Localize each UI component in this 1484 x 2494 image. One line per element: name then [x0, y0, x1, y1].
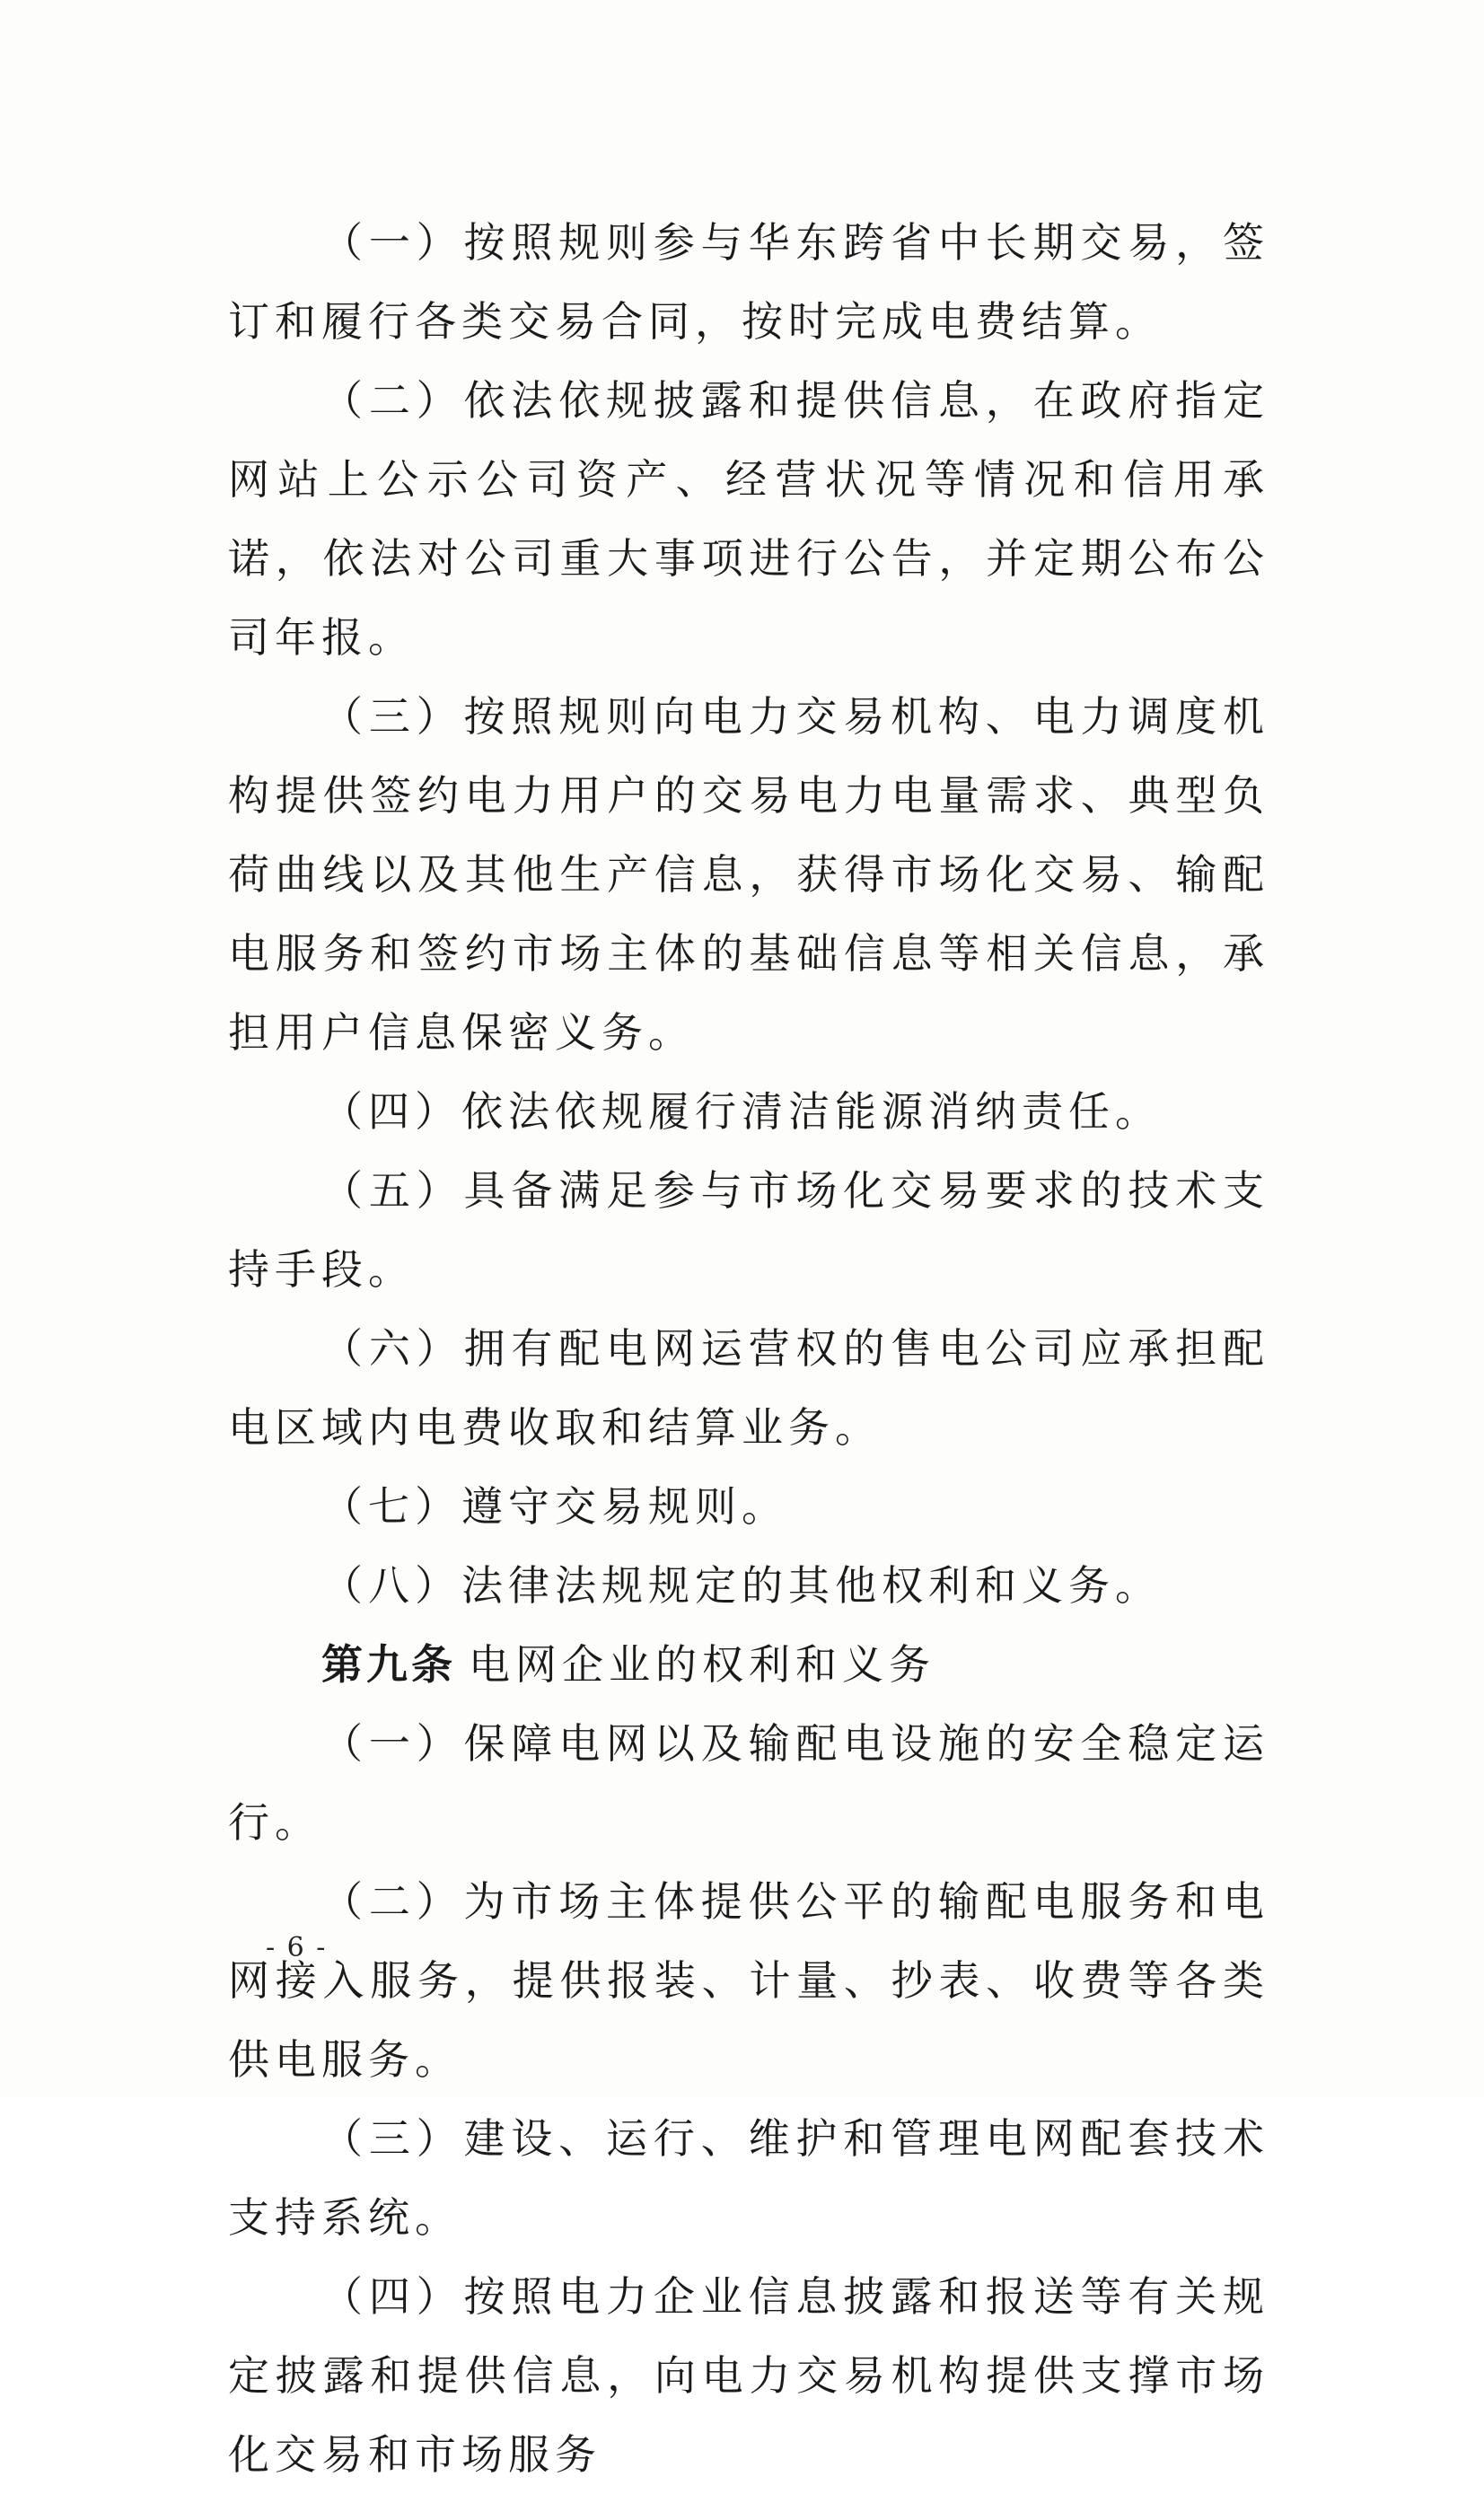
paragraph-12: （三）建设、运行、维护和管理电网配套技术支持系统。: [228, 2114, 1269, 2242]
article-title: 电网企业的权利和义务: [469, 1640, 935, 1689]
paragraph-1: （一）按照规则参与华东跨省中长期交易，签订和履行各类交易合同，按时完成电费结算。: [228, 218, 1269, 346]
article-heading-paragraph: [228, 1625, 1269, 1704]
paragraph-7: （七）遵守交易规则。: [321, 1482, 788, 1531]
page-number: - 6 -: [266, 1932, 328, 1963]
paragraph-4: （四）依法依规履行清洁能源消纳责任。: [321, 1087, 1162, 1136]
paragraph-13: （四）按照电力企业信息披露和报送等有关规定披露和提供信息，向电力交易机构提供支撑市场化交易和市场服务: [228, 2272, 1269, 2479]
paragraph-10: （一）保障电网以及输配电设施的安全稳定运行。: [228, 1719, 1269, 1847]
document-body: [228, 203, 1269, 2494]
paragraph-2: （二）依法依规披露和提供信息，在政府指定网站上公示公司资产、经营状况等情况和信用承诺，依法对公司重大事项进行公告，并定期公布公司年报。: [228, 376, 1269, 662]
paragraph-8: （八）法律法规规定的其他权利和义务。: [321, 1561, 1162, 1610]
paragraph-5: （五）具备满足参与市场化交易要求的技术支持手段。: [228, 1166, 1269, 1294]
paragraph-6: （六）拥有配电网运营权的售电公司应承担配电区域内电费收取和结算业务。: [228, 1324, 1269, 1452]
article-number: 第九条: [321, 1640, 456, 1689]
paragraph-11: （二）为市场主体提供公平的输配电服务和电网接入服务，提供报装、计量、抄表、收费等各类供电服务。: [228, 1877, 1269, 2084]
paragraph-3: （三）按照规则向电力交易机构、电力调度机构提供签约电力用户的交易电力电量需求、典型负荷曲线以及其他生产信息，获得市场化交易、输配电服务和签约市场主体的基础信息等相关信息，承担用户信息保密义务。: [228, 692, 1269, 1057]
